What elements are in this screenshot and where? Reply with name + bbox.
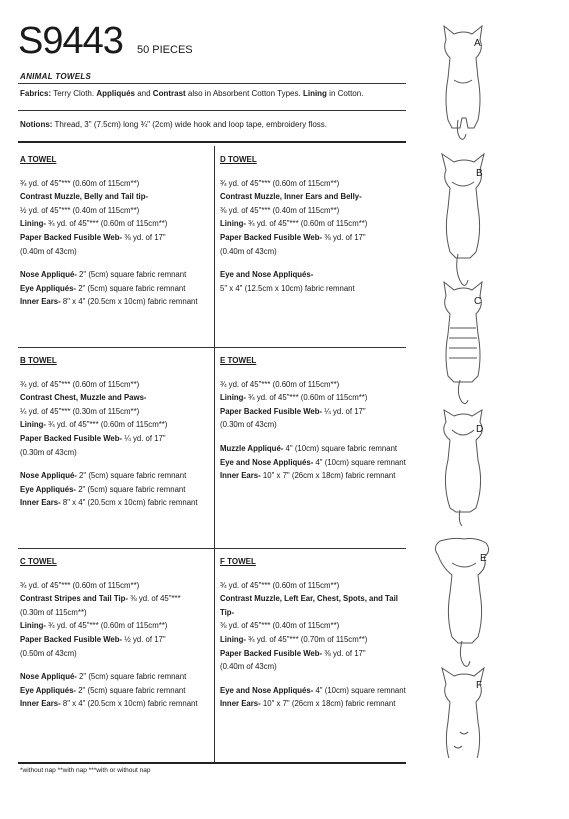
towel-f-eyenose-label: Eye and Nose Appliqués- bbox=[220, 685, 314, 695]
towel-f-ears bbox=[220, 697, 410, 711]
towel-c-web-text: ½ yd. of 17" bbox=[122, 634, 166, 644]
towel-b-web-label: Paper Backed Fusible Web- bbox=[20, 433, 123, 443]
fabrics-text-1: Terry Cloth. bbox=[51, 89, 97, 98]
footnote: *without nap **with nap ***with or without nap bbox=[20, 767, 151, 774]
towel-a-nose bbox=[20, 268, 210, 282]
towel-e-ears-text: 10" x 7" (26cm x 18cm) fabric remnant bbox=[260, 471, 396, 481]
towel-b-eye bbox=[20, 483, 210, 497]
towel-f-eyenose bbox=[220, 684, 410, 698]
towel-d-web-text: ⅜ yd. of 17" bbox=[322, 232, 366, 242]
towel-c-nose-label: Nose Appliqué- bbox=[20, 672, 77, 682]
towel-a-ears-text: 8" x 4" (20.5cm x 10cm) fabric remnant bbox=[60, 297, 198, 307]
towel-c-contrast bbox=[20, 592, 210, 606]
pieces-count: 50 PIECES bbox=[137, 44, 193, 56]
towel-c-web bbox=[20, 633, 210, 647]
towel-c-contrast-label: Contrast Stripes and Tail Tip- bbox=[20, 594, 129, 604]
fabrics-text-3: also in Absorbent Cotton Types. bbox=[185, 89, 303, 98]
towel-b-contrast-text: ¼ yd. of 45"*** (0.30m of 115cm**) bbox=[20, 406, 140, 416]
fabrics-text-4: in Cotton. bbox=[326, 89, 364, 98]
towel-f-lining-text: ¾ yd. of 45"*** (0.70m of 115cm**) bbox=[245, 634, 368, 644]
towel-e-muzzle-text: 4" (10cm) square fabric remnant bbox=[283, 443, 398, 453]
pattern-subtitle: ANIMAL TOWELS bbox=[20, 72, 92, 81]
towel-d-section bbox=[220, 150, 410, 295]
towel-d-contrast-label: Contrast Muzzle, Inner Ears and Belly- bbox=[220, 192, 362, 202]
towel-c-main: ¾ yd. of 45"*** (0.60m of 115cm**) bbox=[20, 580, 140, 590]
towel-b-contrast-label: Contrast Chest, Muzzle and Paws- bbox=[20, 393, 147, 403]
towel-f-web-text2: (0.40m of 43cm) bbox=[220, 662, 277, 672]
towel-a-ears-label: Inner Ears- bbox=[20, 297, 61, 307]
towel-f-eyenose-text: 4" (10cm) square remnant bbox=[313, 685, 406, 695]
towel-a-nose-label: Nose Appliqué- bbox=[20, 270, 77, 280]
notions-text: Thread, 3" (7.5cm) long ¾" (2cm) wide hook and loop tape, embroidery floss. bbox=[52, 120, 327, 129]
towel-d-main: ¾ yd. of 45"*** (0.60m of 115cm**) bbox=[220, 178, 340, 188]
illustration-label-d: D bbox=[476, 424, 484, 435]
towel-d-lining-label: Lining- bbox=[220, 219, 246, 229]
grid-divider-row1 bbox=[18, 347, 406, 348]
towel-c-ears bbox=[20, 697, 210, 711]
towel-f-contrast-text: ⅜ yd. of 45"*** (0.40m of 115cm**) bbox=[220, 621, 340, 631]
towel-b-nose-text: 2" (5cm) square fabric remnant bbox=[76, 471, 187, 481]
towel-f-web-text: ⅜ yd. of 17" bbox=[322, 648, 366, 658]
towel-c-eye bbox=[20, 684, 210, 698]
grid-divider-vertical bbox=[214, 146, 215, 764]
towel-c-eye-label: Eye Appliqués- bbox=[20, 685, 77, 695]
towel-f-ears-label: Inner Ears- bbox=[220, 699, 261, 709]
towel-e-web-text: ¼ yd. of 17" bbox=[322, 406, 366, 416]
towel-f-contrast-label: Contrast Muzzle, Left Ear, Chest, Spots, and Tail Tip- bbox=[220, 594, 398, 617]
towel-f-lining-label: Lining- bbox=[220, 634, 246, 644]
towel-c-lining bbox=[20, 619, 210, 633]
towel-f-section bbox=[220, 552, 410, 711]
fabrics-applique: Appliqués bbox=[96, 89, 135, 98]
pattern-number: S9443 bbox=[18, 20, 123, 62]
towel-a-lining bbox=[20, 217, 210, 231]
towel-d-eyenose-text: 5" x 4" (12.5cm x 10cm) fabric remnant bbox=[220, 283, 355, 293]
towel-c-nose-text: 2" (5cm) square fabric remnant bbox=[76, 672, 187, 682]
towel-f-title: F TOWEL bbox=[220, 557, 256, 566]
towel-a-lining-label: Lining- bbox=[20, 219, 46, 229]
towel-e-web-label: Paper Backed Fusible Web- bbox=[220, 406, 323, 416]
towel-c-lining-text: ¾ yd. of 45"*** (0.60m of 115cm**) bbox=[45, 621, 168, 631]
fabrics-label: Fabrics: bbox=[20, 89, 52, 98]
fabrics-line bbox=[20, 88, 404, 99]
towel-b-title: B TOWEL bbox=[20, 356, 57, 365]
towel-d-eyenose-label: Eye and Nose Appliqués- bbox=[220, 270, 314, 280]
towel-e-lining-label: Lining- bbox=[220, 393, 246, 403]
fabrics-lining: Lining bbox=[302, 89, 327, 98]
towel-b-web-text2: (0.30m of 43cm) bbox=[20, 447, 77, 457]
towel-e-lining bbox=[220, 391, 410, 405]
towel-c-nose bbox=[20, 670, 210, 684]
towel-b-web-text: ¼ yd. of 17" bbox=[122, 433, 166, 443]
fabrics-text-2: and bbox=[135, 89, 153, 98]
towel-e-web-text2: (0.30m of 43cm) bbox=[220, 420, 277, 430]
towel-b-main: ¾ yd. of 45"*** (0.60m of 115cm**) bbox=[20, 379, 140, 389]
towel-b-ears-label: Inner Ears- bbox=[20, 498, 61, 508]
towel-a-main: ¾ yd. of 45"*** (0.60m of 115cm**) bbox=[20, 178, 140, 188]
towel-illustrations-svg bbox=[418, 18, 568, 758]
notions-line bbox=[20, 119, 404, 130]
towel-e-muzzle bbox=[220, 442, 410, 456]
fabrics-rule bbox=[18, 110, 406, 111]
towel-a-title: A TOWEL bbox=[20, 155, 57, 164]
towel-b-eye-text: 2" (5cm) square fabric remnant bbox=[76, 484, 186, 494]
notions-rule bbox=[18, 141, 406, 143]
towel-e-eyenose-label: Eye and Nose Appliqués- bbox=[220, 457, 314, 467]
towel-a-web-label: Paper Backed Fusible Web- bbox=[20, 232, 123, 242]
towel-grid bbox=[18, 146, 406, 764]
towel-c-ears-label: Inner Ears- bbox=[20, 699, 61, 709]
notions-label: Notions: bbox=[20, 120, 53, 129]
towel-e-ears bbox=[220, 469, 410, 483]
towel-f-main: ¾ yd. of 45"*** (0.60m of 115cm**) bbox=[220, 580, 340, 590]
illustration-label-c: C bbox=[474, 296, 482, 307]
towel-e-section bbox=[220, 351, 410, 483]
towel-b-nose bbox=[20, 469, 210, 483]
towel-c-eye-text: 2" (5cm) square fabric remnant bbox=[76, 685, 186, 695]
towel-c-title: C TOWEL bbox=[20, 557, 57, 566]
towel-f-ears-text: 10" x 7" (26cm x 18cm) fabric remnant bbox=[260, 699, 396, 709]
illustration-label-b: B bbox=[476, 168, 483, 179]
towel-a-eye bbox=[20, 282, 210, 296]
fabrics-contrast: Contrast bbox=[152, 89, 186, 98]
towel-e-web bbox=[220, 405, 410, 419]
towel-f-web bbox=[220, 647, 410, 661]
towel-e-ears-label: Inner Ears- bbox=[220, 471, 261, 481]
towel-e-eyenose-text: 4" (10cm) square remnant bbox=[313, 457, 406, 467]
illustration-label-f: F bbox=[476, 680, 483, 691]
towel-e-lining-text: ¾ yd. of 45"*** (0.60m of 115cm**) bbox=[245, 393, 368, 403]
towel-a-eye-text: 2" (5cm) square fabric remnant bbox=[76, 283, 186, 293]
illustration-label-e: E bbox=[480, 553, 487, 564]
illustration-label-a: A bbox=[474, 38, 481, 49]
towel-c-lining-label: Lining- bbox=[20, 621, 46, 631]
towel-b-lining-label: Lining- bbox=[20, 420, 46, 430]
towel-a-web bbox=[20, 231, 210, 245]
towel-c-web-label: Paper Backed Fusible Web- bbox=[20, 634, 123, 644]
towel-d-contrast-text: ⅜ yd. of 45"*** (0.40m of 115cm**) bbox=[220, 205, 340, 215]
towel-a-web-text2: (0.40m of 43cm) bbox=[20, 246, 77, 256]
towel-c-contrast-text: (0.30m of 115cm**) bbox=[20, 607, 87, 617]
towel-a-eye-label: Eye Appliqués- bbox=[20, 283, 77, 293]
towel-b-ears bbox=[20, 496, 210, 510]
towel-c-web-text2: (0.50m of 43cm) bbox=[20, 648, 77, 658]
towel-d-web-text2: (0.40m of 43cm) bbox=[220, 246, 277, 256]
towel-d-lining-text: ¾ yd. of 45"*** (0.60m of 115cm**) bbox=[245, 219, 368, 229]
towel-f-lining bbox=[220, 633, 410, 647]
towel-a-ears bbox=[20, 295, 210, 309]
towel-d-web bbox=[220, 231, 410, 245]
towel-b-lining bbox=[20, 418, 210, 432]
towel-b-eye-label: Eye Appliqués- bbox=[20, 484, 77, 494]
towel-c-section bbox=[20, 552, 210, 711]
towel-d-lining bbox=[220, 217, 410, 231]
towel-e-title: E TOWEL bbox=[220, 356, 257, 365]
bottom-rule bbox=[18, 762, 406, 764]
towel-d-web-label: Paper Backed Fusible Web- bbox=[220, 232, 323, 242]
towel-d-title: D TOWEL bbox=[220, 155, 257, 164]
towel-a-contrast-text: ½ yd. of 45"*** (0.40m of 115cm**) bbox=[20, 205, 140, 215]
towel-a-contrast-label: Contrast Muzzle, Belly and Tail tip- bbox=[20, 192, 149, 202]
towel-b-ears-text: 8" x 4" (20.5cm x 10cm) fabric remnant bbox=[60, 498, 198, 508]
towel-a-nose-text: 2" (5cm) square fabric remnant bbox=[76, 270, 187, 280]
towel-b-section bbox=[20, 351, 210, 510]
towel-a-lining-text: ¾ yd. of 45"*** (0.60m of 115cm**) bbox=[45, 219, 168, 229]
towel-a-section bbox=[20, 150, 210, 309]
towel-b-lining-text: ¾ yd. of 45"*** (0.60m of 115cm**) bbox=[45, 420, 168, 430]
towel-a-web-text: ⅜ yd. of 17" bbox=[122, 232, 166, 242]
towel-illustrations bbox=[418, 18, 568, 758]
towel-e-eyenose bbox=[220, 456, 410, 470]
grid-divider-row2 bbox=[18, 548, 406, 549]
towel-c-ears-text: 8" x 4" (20.5cm x 10cm) fabric remnant bbox=[60, 699, 198, 709]
towel-b-web bbox=[20, 432, 210, 446]
towel-e-muzzle-label: Muzzle Appliqué- bbox=[220, 443, 284, 453]
towel-b-nose-label: Nose Appliqué- bbox=[20, 471, 77, 481]
towel-e-main: ¾ yd. of 45"*** (0.60m of 115cm**) bbox=[220, 379, 340, 389]
header-rule bbox=[18, 83, 406, 84]
towel-c-contrast-inline: ⅜ yd. of 45"*** bbox=[128, 594, 181, 604]
towel-f-web-label: Paper Backed Fusible Web- bbox=[220, 648, 323, 658]
